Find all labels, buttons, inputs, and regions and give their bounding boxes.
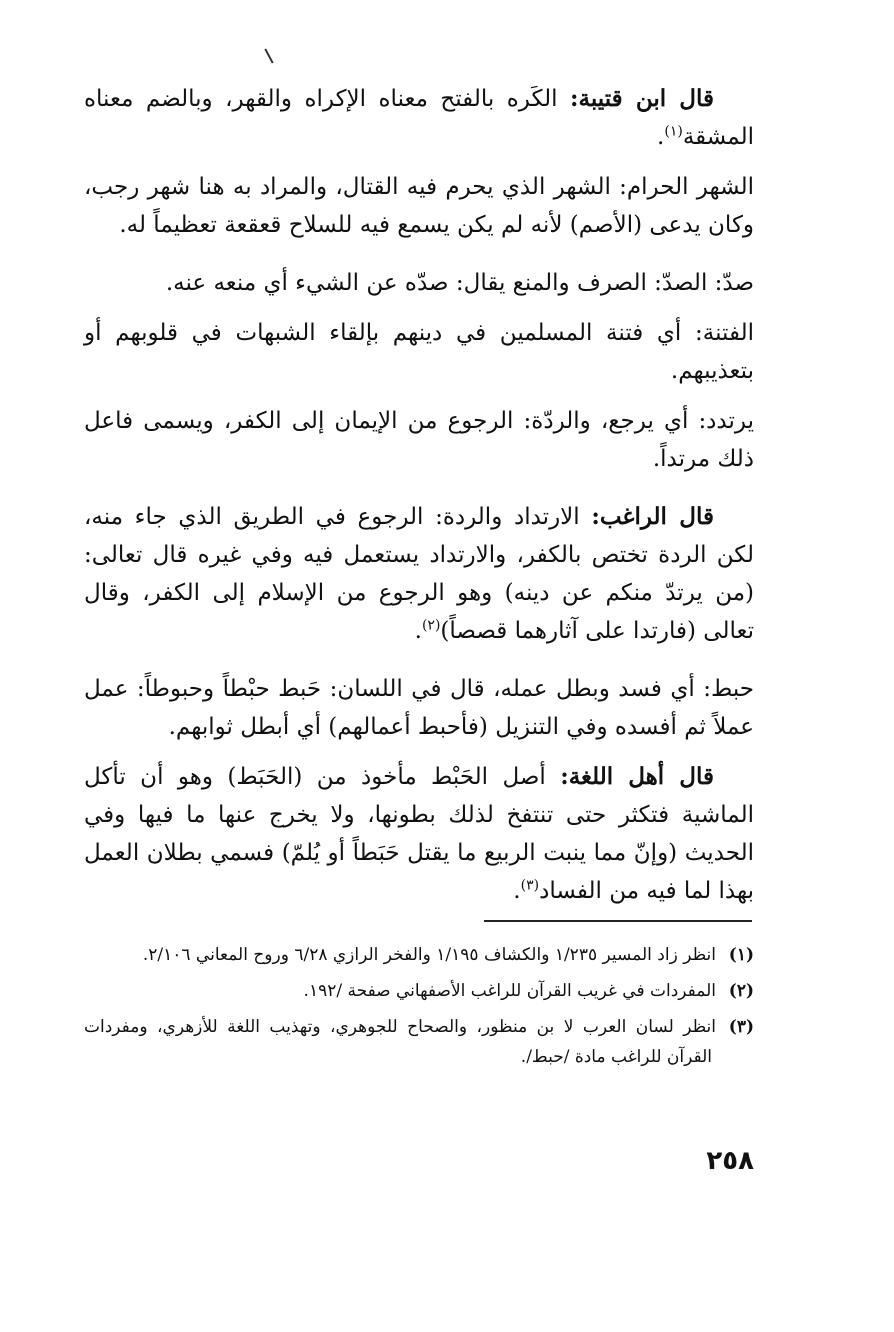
footnote-number: (٢): [728, 981, 754, 1001]
paragraph-lead: قال ابن قتيبة:: [570, 85, 714, 112]
footnote-ref: (١): [664, 123, 683, 140]
paragraph-lead: صدّ:: [714, 270, 754, 296]
paragraph-lead: الفتنة:: [695, 320, 754, 346]
paragraph-text: الشهر الذي يحرم فيه القتال، والمراد به هنا شهر رجب، وكان يدعى (الأصم) لأنه لم يكن يسمع فيه للسلاح قعقعة تعظيماً له.: [84, 174, 754, 238]
paragraph-lead: الشهر الحرام:: [619, 174, 754, 200]
footnote-3: [84, 1012, 754, 1072]
paragraph-text: أي فتنة المسلمين في دينهم بإلقاء الشبهات في قلوبهم أو بتعذيبهم.: [84, 320, 754, 384]
footnote-text: انظر لسان العرب لا بن منظور، والصحاح للجوهري، وتهذيب اللغة للأزهري، ومفردات القرآن للراغب مادة /حبط/.: [84, 1017, 716, 1067]
paragraph-yartadid: [84, 402, 754, 478]
paragraph-ibn-qutayba: [84, 80, 754, 156]
paragraph-habit: [84, 670, 754, 746]
footnote-2: [84, 976, 754, 1006]
paragraph-raghib: [84, 498, 754, 650]
paragraph-lexicographers: [84, 758, 754, 910]
footnote-separator: [484, 920, 752, 922]
paragraph-tail: .: [414, 618, 422, 644]
stray-mark: [264, 48, 273, 63]
paragraph-sacred-month: [84, 168, 754, 244]
paragraph-text: الارتداد والردة: الرجوع في الطريق الذي جاء منه، لكن الردة تختص بالكفر، والارتداد يستعمل فيه وفي غيره قال تعالى: (من يرتدّ منكم عن دينه) وهو الرجوع من الإسلام إلى الكفر، وقال تعالى (فارتدا على آثارهما قصصاً): [84, 504, 754, 644]
paragraph-text: الصدّ: الصرف والمنع يقال: صدّه عن الشيء أي منعه عنه.: [165, 270, 715, 296]
paragraph-text: أي فسد وبطل عمله، قال في اللسان: حَبط حبْطاً وحبوطاً: عمل عملاً ثم أفسده وفي التنزيل (فأحبط أعمالهم) أي أبطل ثوابهم.: [84, 676, 754, 740]
paragraph-text: أي يرجع، والردّة: الرجوع من الإيمان إلى الكفر، ويسمى فاعل ذلك مرتداً.: [84, 408, 754, 472]
main-text: [84, 80, 754, 930]
footnote-1: [84, 940, 754, 970]
footnotes: [84, 940, 754, 1078]
paragraph-lead: قال الراغب:: [591, 503, 714, 530]
footnote-number: (١): [728, 945, 754, 965]
paragraph-tail: .: [657, 124, 665, 150]
paragraph-lead: قال أهل اللغة:: [560, 763, 714, 790]
footnote-ref: (٣): [520, 877, 540, 894]
paragraph-tail: .: [513, 878, 521, 904]
paragraph-lead: حبط:: [703, 676, 754, 702]
paragraph-lead: يرتدد:: [698, 408, 754, 434]
footnote-ref: (٢): [421, 617, 441, 634]
footnote-text: انظر زاد المسير ١/٢٣٥ والكشاف ١/١٩٥ والفخر الرازي ٦/٢٨ وروح المعاني ٢/١٠٦.: [142, 945, 716, 965]
paragraph-sadd: [84, 264, 754, 302]
footnote-number: (٣): [728, 1017, 754, 1037]
paragraph-text: أصل الحَبْط مأخوذ من (الحَبَط) وهو أن تأكل الماشية فتكثر حتى تنتفخ لذلك بطونها، ولا يخرج عنها ما فيها وفي الحديث (وإنّ مما ينبت الربيع ما يقتل حَبَطاً أو يُلمّ) فسمي بطلان العمل بهذا لما فيه من الفساد: [84, 764, 754, 904]
footnote-text: المفردات في غريب القرآن للراغب الأصفهاني صفحة /١٩٢.: [303, 981, 716, 1001]
paragraph-fitna: [84, 314, 754, 390]
page-number: ٢٥٨: [706, 1146, 754, 1176]
paragraph-text: الكَره بالفتح معناه الإكراه والقهر، وبالضم معناه المشقة: [84, 86, 754, 150]
